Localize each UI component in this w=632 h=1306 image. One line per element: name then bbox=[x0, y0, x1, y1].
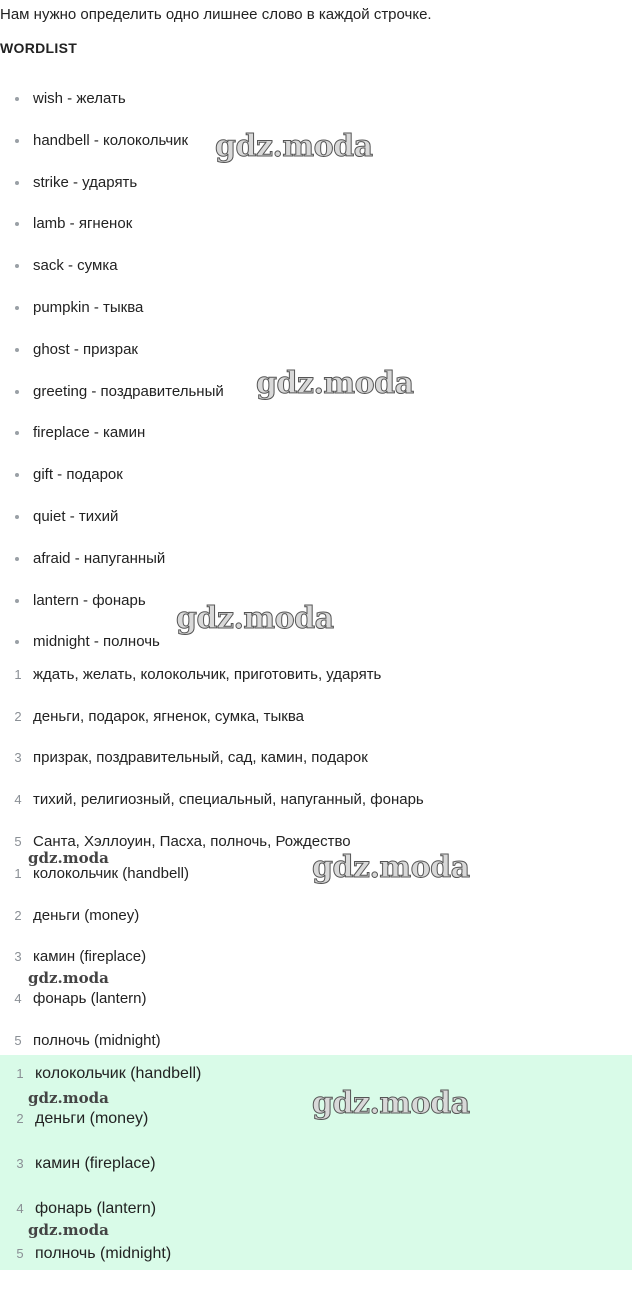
intro-text: Нам нужно определить одно лишнее слово в каждой строчке. bbox=[0, 6, 432, 23]
watermark: gdz.moda bbox=[28, 969, 109, 987]
bullet-icon bbox=[15, 599, 19, 603]
bullet-icon bbox=[15, 431, 19, 435]
watermark: gdz.moda bbox=[176, 601, 334, 636]
bullet-icon bbox=[15, 306, 19, 310]
watermark: gdz.moda bbox=[215, 129, 373, 164]
bullet-icon bbox=[15, 181, 19, 185]
answer-highlight-box: 1 колокольчик (handbell) 2 деньги (money) 3 камин (fireplace) 4 фонарь (lantern) 5 полночь (midnight) bbox=[0, 1055, 632, 1270]
watermark: gdz.moda bbox=[28, 849, 109, 867]
watermark: gdz.moda bbox=[28, 1221, 109, 1239]
wordlist-title: WORDLIST bbox=[0, 40, 78, 56]
bullet-icon bbox=[15, 515, 19, 519]
bullet-icon bbox=[15, 97, 19, 101]
watermark: gdz.moda bbox=[312, 850, 470, 885]
bullet-icon bbox=[15, 139, 19, 143]
bullet-icon bbox=[15, 473, 19, 477]
watermark: gdz.moda bbox=[312, 1086, 470, 1121]
watermark: gdz.moda bbox=[28, 1089, 109, 1107]
bullet-icon bbox=[15, 264, 19, 268]
watermark: gdz.moda bbox=[256, 366, 414, 401]
bullet-icon bbox=[15, 557, 19, 561]
bullet-icon bbox=[15, 640, 19, 644]
bullet-icon bbox=[15, 222, 19, 226]
bullet-icon bbox=[15, 348, 19, 352]
bullet-icon bbox=[15, 390, 19, 394]
